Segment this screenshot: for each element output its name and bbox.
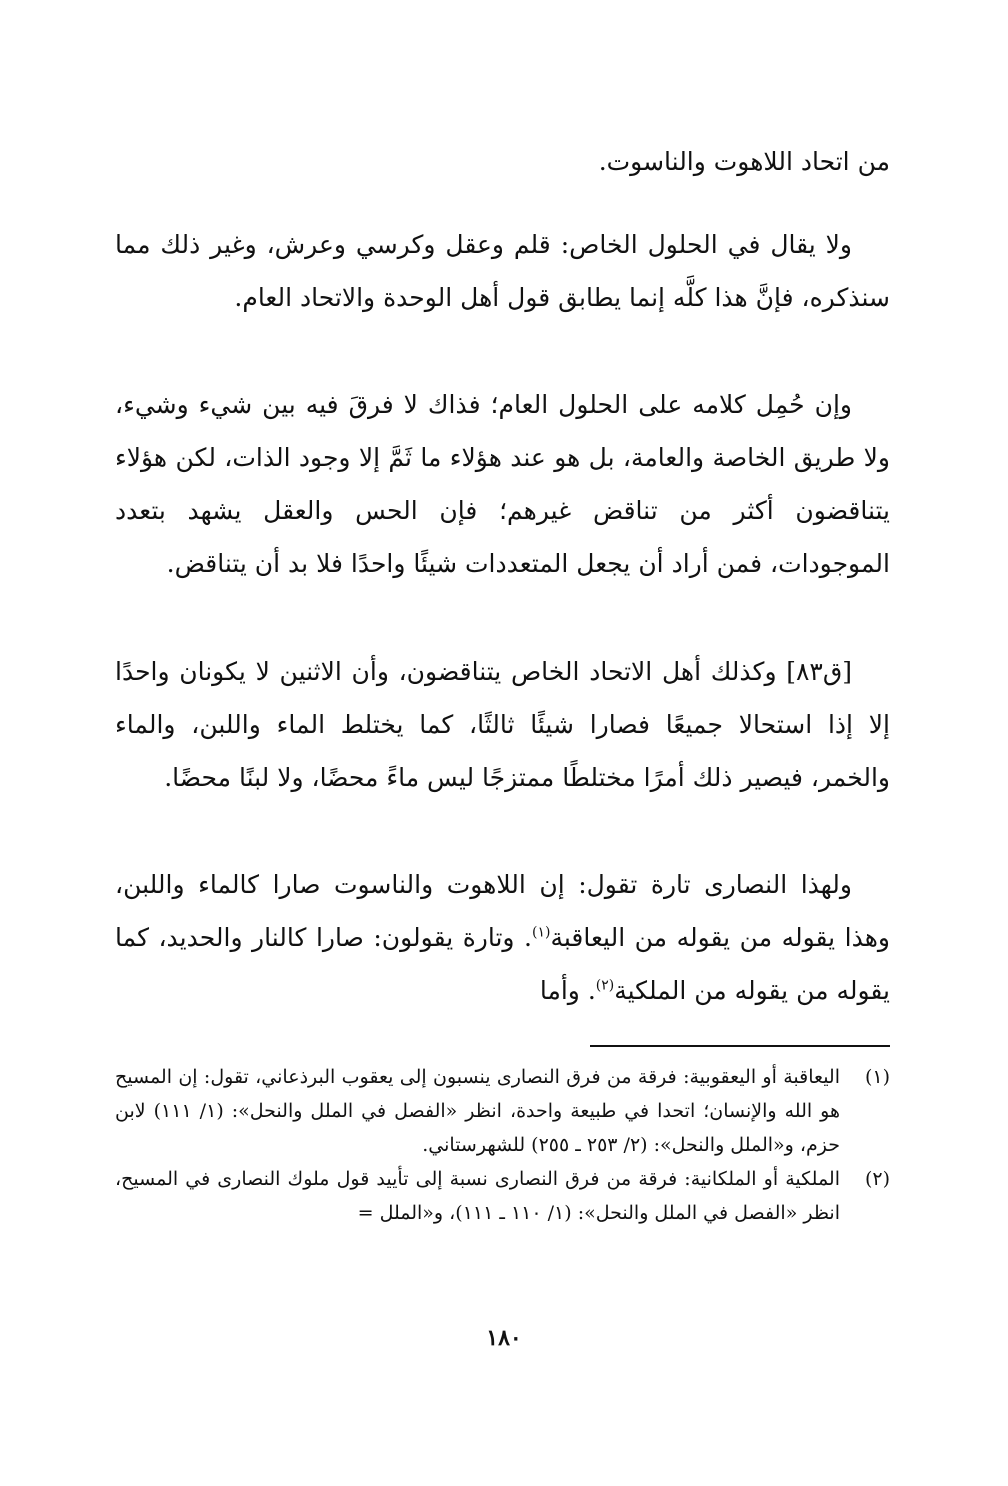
continued-line: من اتحاد اللاهوت والناسوت. [598, 147, 890, 176]
footnote-1 [115, 1060, 890, 1162]
page-number: ١٨٠ [486, 1325, 522, 1351]
footnote-divider [590, 1045, 890, 1047]
footnote-text-1: اليعاقبة أو اليعقوبية: فرقة من فرق النصارى ينسبون إلى يعقوب البرذعاني، تقول: إن المسيح هو الله والإنسان؛ اتحدا في طبيعة واحدة، انظر «الفصل في الملل والنحل»: (١/ ١١١) لابن حزم، و«الملل والنحل»: (٢/ ٢٥٣ ـ ٢٥٥) للشهرستاني. [115, 1066, 840, 1156]
footnote-number-1: (١) [864, 1066, 890, 1088]
footnote-text-2: الملكية أو الملكانية: فرقة من فرق النصارى نسبة إلى تأييد قول ملوك النصارى في المسيح، انظر «الفصل في الملل والنحل»: (١/ ١١٠ ـ ١١١)، و«الملل = [115, 1168, 840, 1224]
paragraph-4-part-1: ولهذا النصارى تارة تقول: إن اللاهوت والناسوت صارا كالماء واللبن، وهذا يقوله من يقوله من اليعاقبة [115, 870, 890, 952]
footnote-reference-2: (٢) [595, 977, 615, 994]
footnote-2 [115, 1162, 890, 1230]
footnote-number-2: (٢) [864, 1168, 890, 1190]
paragraph-1: ولا يقال في الحلول الخاص: قلم وعقل وكرسي وعرش، وغير ذلك مما سنذكره، فإنَّ هذا كلَّه إنما يطابق قول أهل الوحدة والاتحاد العام. [115, 230, 890, 312]
paragraph-3: [ق٨٣] وكذلك أهل الاتحاد الخاص يتناقضون، وأن الاثنين لا يكونان واحدًا إلا إذا استحالا جميعًا فصارا شيئًا ثالثًا، كما يختلط الماء واللبن، والماء والخمر، فيصير ذلك أمرًا مختلطًا ممتزجًا ليس ماءً محضًا، ولا لبنًا محضًا. [115, 657, 890, 792]
footnotes [115, 1060, 890, 1230]
paragraph-4-part-3: . وأما [539, 976, 596, 1005]
paragraph-4 [115, 858, 890, 1017]
footnote-reference-1: (١) [531, 924, 551, 941]
paragraph-2: وإن حُمِل كلامه على الحلول العام؛ فذاك لا فرقَ فيه بين شيء وشيء، ولا طريق الخاصة والعامة، بل هو عند هؤلاء ما ثَمَّ إلا وجود الذات، لكن هؤلاء يتناقضون أكثر من تناقض غيرهم؛ فإن الحس والعقل يشهد بتعدد الموجودات، فمن أراد أن يجعل المتعددات شيئًا واحدًا فلا بد أن يتناقض. [115, 390, 890, 578]
paragraph-4-part-2: . وتارة يقولون: صارا كالنار والحديد، كما يقوله من يقوله من الملكية [115, 923, 890, 1005]
